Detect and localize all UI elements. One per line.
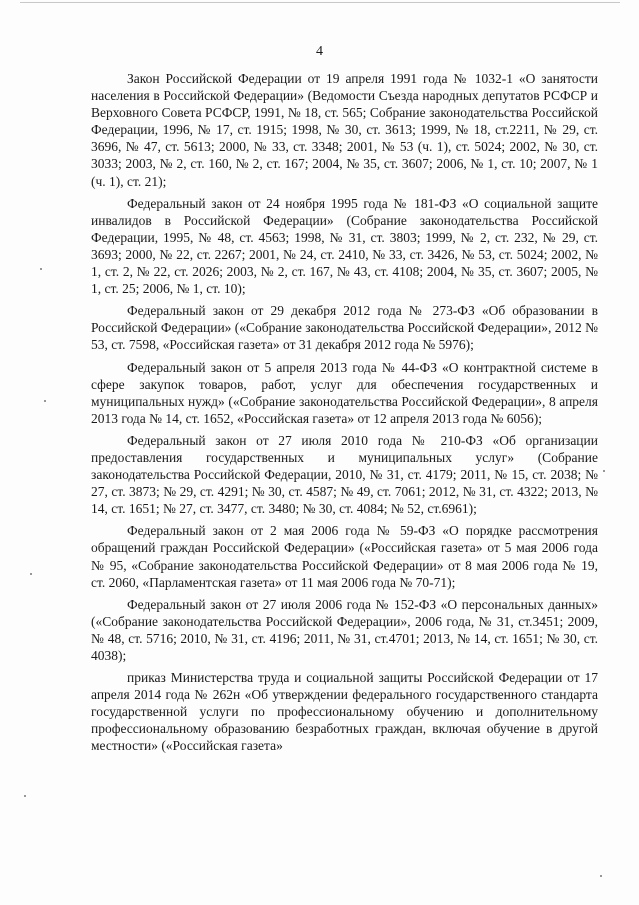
scan-speck [44, 400, 46, 402]
scan-speck [40, 268, 42, 270]
document-body [91, 70, 598, 760]
paragraph-disability-law: Федеральный закон от 24 ноября 1995 года № 181-ФЗ «О социальной защите инвалидов в Российской Федерации» (Собрание законодательства Российской Федерации, 1995, № 48, ст. 4563; 1998, № 31, ст. 3803; 1999, № 2, ст. 232, № 29, ст. 3693; 2000, № 22, ст. 2267; 2001, № 24, ст. 2410, № 33, ст. 3426, № 53, ст. 5024; 2002, № 1, ст. 2, № 22, ст. 2026; 2003, № 2, ст. 167, № 43, ст. 4108; 2004, № 35, ст. 3607; 2005, № 1, ст. 25; 2006, № 1, ст. 10); [91, 195, 598, 297]
paragraph-education-law: Федеральный закон от 29 декабря 2012 года № 273-ФЗ «Об образовании в Российской Федерации» («Собрание законодательства Российской Федерации», 2012 № 53, ст. 7598, «Российская газета» от 31 декабря 2012 года № 5976); [91, 303, 598, 353]
scan-speck [24, 795, 26, 797]
page-number: 4 [316, 44, 323, 59]
paragraph-public-services-law: Федеральный закон от 27 июля 2010 года № 210-ФЗ «Об организации предоставления государственных и муниципальных услуг» (Собрание законодательства Российской Федерации, 2010, № 31, ст. 4179; 2011, № 15, ст. 2038; № 27, ст. 3873; № 29, ст. 4291; № 30, ст. 4587; № 49, ст. 7061; 2012, № 31, ст. 4322; 2013, № 14, ст. 1651; № 27, ст. 3477, ст. 3480; № 30, ст. 4084; № 52, ст.6961); [91, 432, 598, 517]
paragraph-citizen-appeals-law: Федеральный закон от 2 мая 2006 года № 59-ФЗ «О порядке рассмотрения обращений граждан Российской Федерации» («Российская газета» от 5 мая 2006 года № 95, «Собрание законодательства Российской Федерации» от 8 мая 2006 года № 19, ст. 2060, «Парламентская газета» от 11 мая 2006 года № 70-71); [91, 523, 598, 590]
paragraph-procurement-law: Федеральный закон от 5 апреля 2013 года № 44-ФЗ «О контрактной системе в сфере закупок товаров, работ, услуг для обеспечения государственных и муниципальных нужд» («Собрание законодательства Российской Федерации», 8 апреля 2013 года № 14, ст. 1652, «Российская газета» от 12 апреля 2013 года № 6056); [91, 359, 598, 426]
paragraph-labour-ministry-order: приказ Министерства труда и социальной защиты Российской Федерации от 17 апреля 2014 года № 262н «Об утверждении федерального государственного стандарта государственной услуги по профессиональному обучению и дополнительному профессиональному образованию безработных граждан, включая обучение в другой местности» («Российская газета» [91, 670, 598, 754]
scan-edge-line [20, 2, 620, 3]
paragraph-employment-law: Закон Российской Федерации от 19 апреля 1991 года № 1032-1 «О занятости населения в Российской Федерации» (Ведомости Съезда народных депутатов РСФСР и Верховного Совета РСФСР, 1991, № 18, ст. 565; Собрание законодательства Российской Федерации, 1996, № 17, ст. 1915; 1998, № 30, ст. 3613; 1999, № 18, ст.2211, № 29, ст. 3696, № 47, ст. 5613; 2000, № 33, ст. 3348; 2001, № 53 (ч. 1), ст. 5024; 2002, № 30, ст. 3033; 2003, № 2, ст. 160, № 2, ст. 167; 2004, № 35, ст. 3607; 2006, № 1, ст. 10; 2007, № 1 (ч. 1), ст. 21); [91, 71, 598, 189]
paragraph-personal-data-law: Федеральный закон от 27 июля 2006 года № 152-ФЗ «О персональных данных» («Собрание законодательства Российской Федерации», 2006 года, № 31, ст.3451; 2009, № 48, ст. 5716; 2010, № 31, ст. 4196; 2011, № 31, ст.4701; 2013, № 14, ст. 1651; № 30, ст. 4038); [91, 596, 598, 663]
scan-speck [603, 470, 605, 472]
scan-speck [30, 573, 32, 575]
scan-speck [600, 875, 602, 877]
